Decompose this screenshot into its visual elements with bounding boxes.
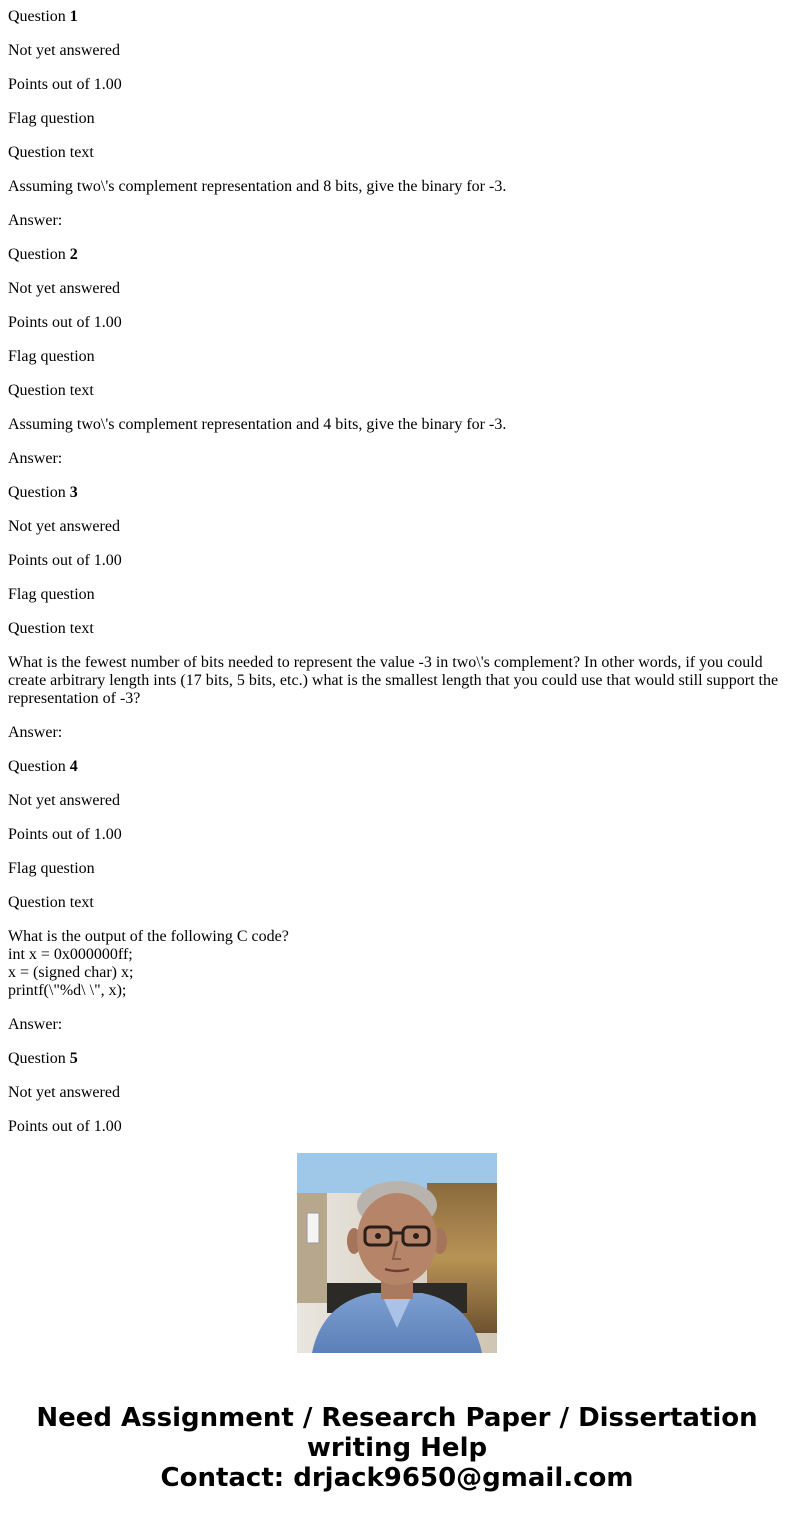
- question-status: Not yet answered: [8, 518, 120, 535]
- question-number: 2: [69, 246, 78, 263]
- flag-question-link[interactable]: Flag question: [8, 348, 95, 365]
- question-heading: [8, 484, 786, 502]
- question-text: [8, 654, 786, 708]
- question-points: Points out of 1.00: [8, 552, 122, 569]
- question-text-label: Question text: [8, 144, 94, 161]
- answer-label: Answer:: [8, 724, 63, 741]
- flag-question-link[interactable]: Flag question: [8, 110, 95, 127]
- code-line: printf(\"%d\ \", x);: [8, 982, 127, 999]
- answer-label: Answer:: [8, 450, 63, 467]
- question-block: [8, 8, 786, 230]
- question-heading: [8, 758, 786, 776]
- question-label: Question: [8, 484, 66, 501]
- question-block: [8, 246, 786, 468]
- question-points: Points out of 1.00: [8, 826, 122, 843]
- question-status: Not yet answered: [8, 1084, 120, 1101]
- footer-contact-email: Contact: drjack9650@gmail.com: [160, 1463, 634, 1493]
- code-line: int x = 0x000000ff;: [8, 946, 133, 963]
- footer-headline-line2: writing Help: [306, 1433, 488, 1463]
- question-status: Not yet answered: [8, 42, 120, 59]
- question-label: Question: [8, 246, 66, 263]
- question-text-line: Assuming two\'s complement representation and 4 bits, give the binary for -3.: [8, 416, 507, 433]
- question-text-label: Question text: [8, 382, 94, 399]
- question-number: 4: [69, 758, 78, 775]
- flag-question-link[interactable]: Flag question: [8, 586, 95, 603]
- answer-label: Answer:: [8, 1016, 63, 1033]
- footer-headline-line1: Need Assignment / Research Paper / Dissertation: [36, 1403, 758, 1433]
- question-block: [8, 1050, 786, 1136]
- answer-label: Answer:: [8, 212, 63, 229]
- avatar: [297, 1153, 497, 1353]
- question-number: 1: [69, 8, 78, 25]
- question-block: [8, 484, 786, 742]
- question-text-label: Question text: [8, 894, 94, 911]
- contact-footer: [0, 1403, 794, 1493]
- code-line: x = (signed char) x;: [8, 964, 134, 981]
- question-text-line: What is the fewest number of bits needed to represent the value -3 in two\'s complement? In other words, if you could create arbitrary length ints (17 bits, 5 bits, etc.) what is the smallest length that you could use that would still support the representation of -3?: [8, 654, 779, 707]
- flag-question-link[interactable]: Flag question: [8, 860, 95, 877]
- question-text: [8, 178, 786, 196]
- question-label: Question: [8, 758, 66, 775]
- question-text-line: Assuming two\'s complement representation and 8 bits, give the binary for -3.: [8, 178, 507, 195]
- person-photo: [297, 1153, 497, 1353]
- question-heading: [8, 1050, 786, 1068]
- question-number: 3: [69, 484, 78, 501]
- question-heading: [8, 8, 786, 26]
- question-points: Points out of 1.00: [8, 314, 122, 331]
- question-status: Not yet answered: [8, 792, 120, 809]
- question-text-line: What is the output of the following C code?: [8, 928, 289, 945]
- question-number: 5: [69, 1050, 78, 1067]
- question-text: [8, 416, 786, 434]
- question-text: [8, 928, 786, 1000]
- question-block: [8, 758, 786, 1034]
- question-list: [8, 8, 786, 1135]
- question-heading: [8, 246, 786, 264]
- question-status: Not yet answered: [8, 280, 120, 297]
- question-points: Points out of 1.00: [8, 1118, 122, 1135]
- question-label: Question: [8, 1050, 66, 1067]
- question-points: Points out of 1.00: [8, 76, 122, 93]
- question-text-label: Question text: [8, 620, 94, 637]
- question-label: Question: [8, 8, 66, 25]
